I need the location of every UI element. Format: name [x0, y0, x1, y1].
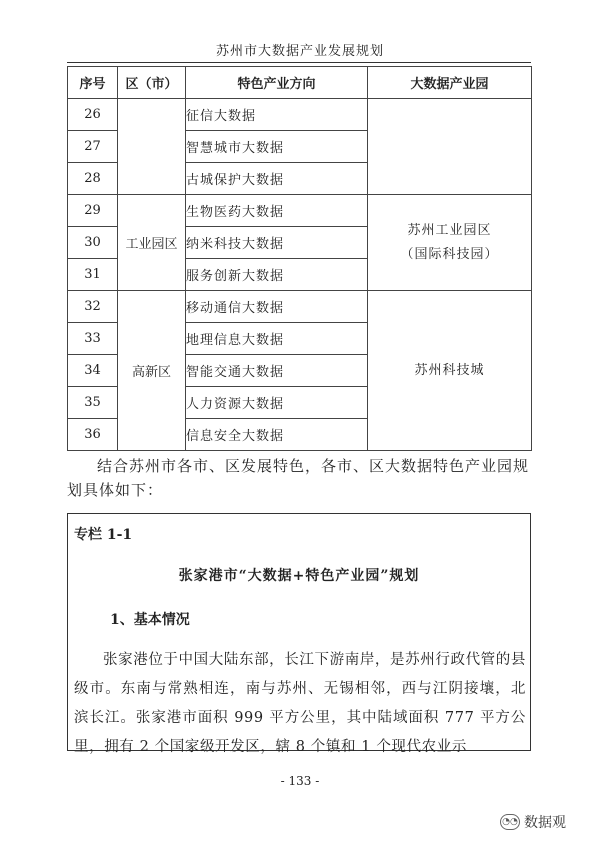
intro-paragraph: 结合苏州市各市、区发展特色，各市、区大数据特色产业园规划具体如下：	[67, 457, 530, 499]
row-number: 31	[68, 259, 118, 291]
direction-cell: 地理信息大数据	[186, 323, 368, 355]
park-name: 苏州工业园区	[407, 222, 492, 238]
table-row	[68, 195, 532, 227]
direction-cell: 生物医药大数据	[186, 195, 368, 227]
column-box	[67, 513, 531, 755]
direction-cell: 信息安全大数据	[186, 419, 368, 451]
direction-cell: 移动通信大数据	[186, 291, 368, 323]
row-number: 32	[68, 291, 118, 323]
header-cell-area: 区（市）	[118, 67, 186, 99]
row-number: 28	[68, 163, 118, 195]
row-number: 34	[68, 355, 118, 387]
area-cell	[118, 99, 186, 195]
direction-cell: 征信大数据	[186, 99, 368, 131]
row-number: 33	[68, 323, 118, 355]
direction-cell: 纳米科技大数据	[186, 227, 368, 259]
header-rule	[67, 62, 531, 63]
area-cell: 高新区	[118, 291, 186, 451]
park-name: 苏州科技城	[414, 362, 485, 378]
area-cell: 工业园区	[118, 195, 186, 291]
row-number: 35	[68, 387, 118, 419]
direction-cell: 服务创新大数据	[186, 259, 368, 291]
wechat-icon: ◔◔	[500, 814, 520, 830]
direction-cell: 古城保护大数据	[186, 163, 368, 195]
watermark-text: 数据观	[524, 815, 566, 831]
park-subname: （国际科技园）	[400, 246, 499, 262]
row-number: 36	[68, 419, 118, 451]
page-number: - 133 -	[280, 774, 320, 788]
table-row	[68, 99, 532, 131]
row-number: 27	[68, 131, 118, 163]
direction-cell: 人力资源大数据	[186, 387, 368, 419]
box-label: 专栏 1-1	[74, 527, 133, 543]
table-header-row	[68, 67, 532, 99]
direction-cell: 智慧城市大数据	[186, 131, 368, 163]
header-cell-direction: 特色产业方向	[186, 67, 368, 99]
box-section-heading: 1、基本情况	[110, 612, 190, 628]
page-header-title: 苏州市大数据产业发展规划	[215, 44, 384, 59]
box-body-text: 张家港位于中国大陆东部，长江下游南岸，是苏州行政代管的县级市。东南与常熟相连，南与苏州、无锡相邻，西与江阴接壤，北滨长江。张家港市面积 999 平方公里，其中陆域面积 777 平方公里，拥有 2 个国家级开发区，辖 8 个镇和 1 个现代农业示	[74, 652, 526, 755]
box-title: 张家港市“大数据+特色产业园”规划	[178, 568, 420, 584]
row-number: 30	[68, 227, 118, 259]
industry-park-table	[67, 66, 532, 451]
header-cell-park: 大数据产业园	[368, 67, 532, 99]
header-cell-number: 序号	[68, 67, 118, 99]
row-number: 29	[68, 195, 118, 227]
park-cell	[368, 99, 532, 195]
row-number: 26	[68, 99, 118, 131]
direction-cell: 智能交通大数据	[186, 355, 368, 387]
park-cell	[368, 291, 532, 451]
park-cell	[368, 195, 532, 291]
watermark	[500, 812, 566, 832]
table-row	[68, 291, 532, 323]
